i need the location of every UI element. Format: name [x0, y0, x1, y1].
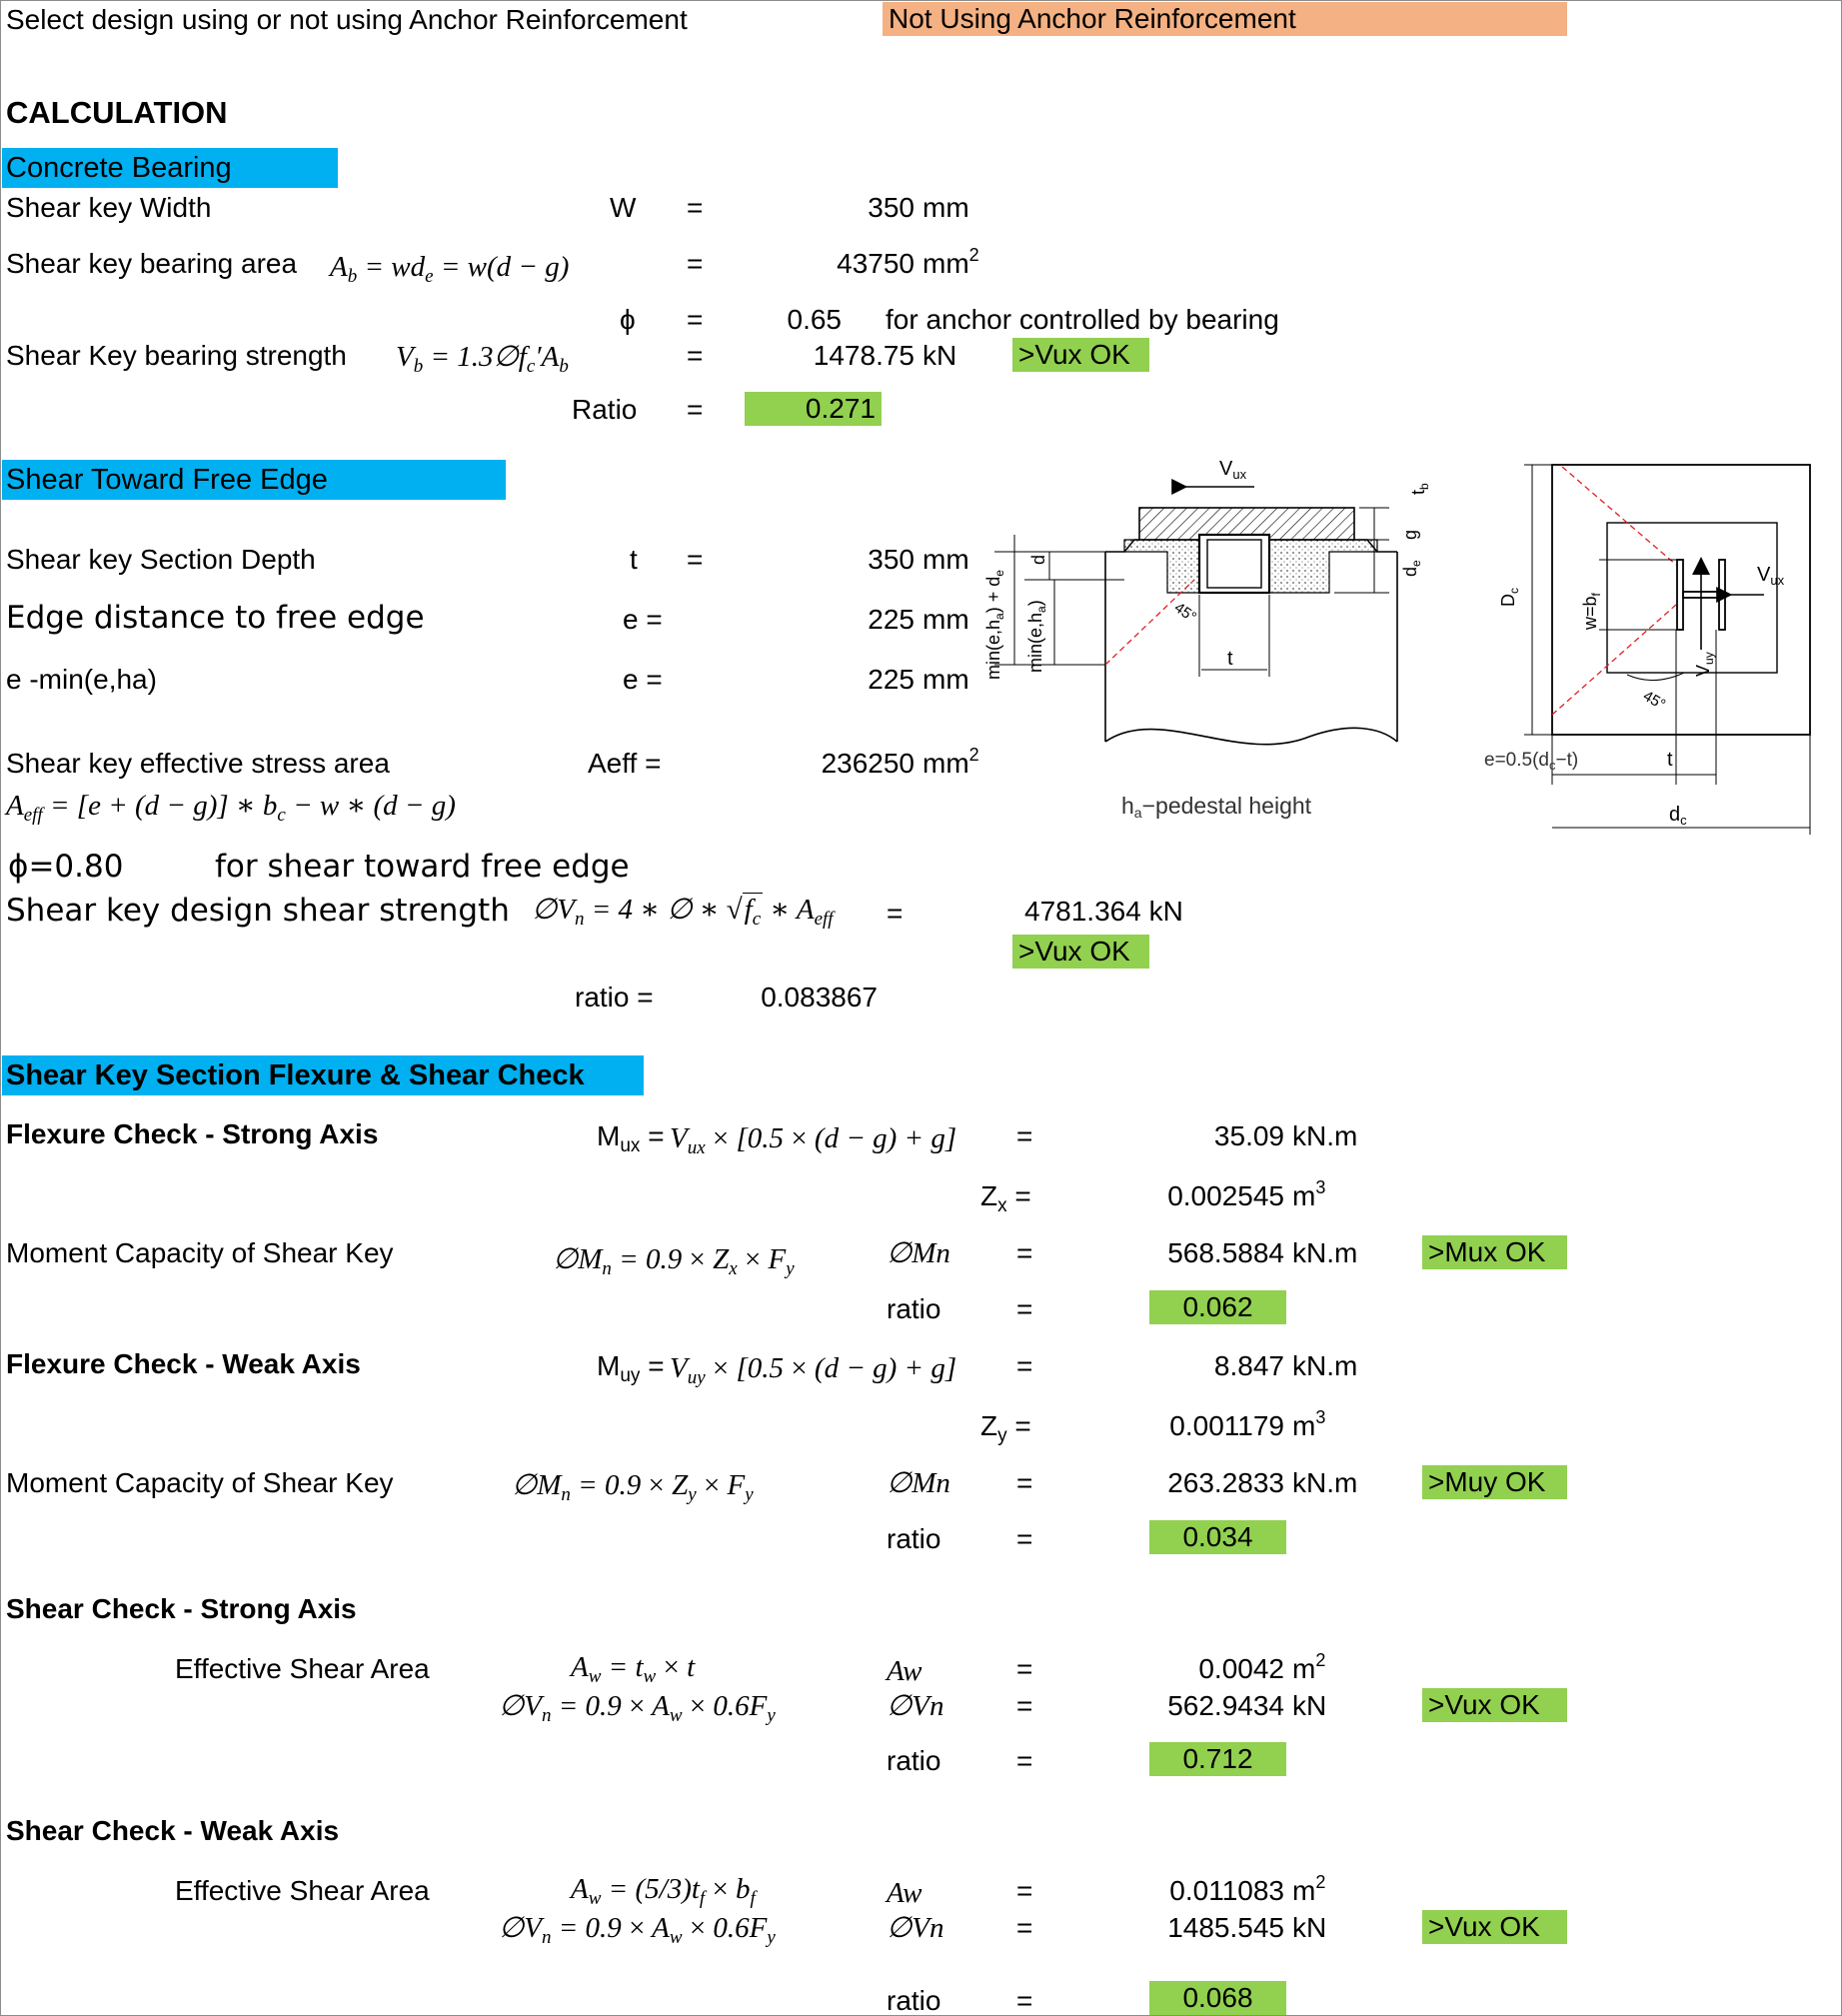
- diagram-dc-vertical: $D_c$: [1498, 588, 1521, 607]
- design-shear-strength-label: Shear key design shear strength: [6, 893, 510, 929]
- ratio-label: ratio: [887, 1985, 941, 2016]
- calculation-title: CALCULATION: [6, 95, 228, 130]
- mux-formula: $V_{ux} \times [0.5 \times (d - g) + g]$: [670, 1122, 957, 1158]
- mux-unit: kN.m: [1292, 1120, 1358, 1151]
- aw-symbol: Aw: [887, 1877, 922, 1909]
- bearing-strength-unit: kN: [922, 340, 957, 371]
- section-flexure-shear-check: Shear Key Section Flexure & Shear Check: [2, 1055, 644, 1095]
- moment-capacity-weak-label: Moment Capacity of Shear Key: [6, 1467, 394, 1498]
- equals-sign: =: [1016, 1120, 1033, 1151]
- diagram-t-label: t: [1227, 648, 1233, 670]
- edge-distance-label: Edge distance to free edge: [6, 600, 425, 636]
- design-shear-strength-formula: $\emptyset V_n = 4$ ∗ ∅ ∗ $√f_c$ ∗ $A_{eff}$: [532, 894, 834, 930]
- bearing-ratio-value: 0.271: [745, 392, 882, 426]
- vn-strong-unit: kN: [1292, 1690, 1327, 1721]
- emin-label: e -min(e,ha): [6, 664, 157, 695]
- equals-sign: =: [687, 192, 704, 223]
- zy-value: 0.001179: [1169, 1410, 1284, 1441]
- bearing-area-label: Shear key bearing area: [6, 248, 298, 279]
- shear-key-width-unit: mm: [922, 192, 969, 223]
- equals-sign: =: [1016, 1690, 1033, 1721]
- design-shear-strength-value: 4781.364 kN: [1024, 896, 1183, 927]
- zx-value: 0.002545: [1167, 1180, 1284, 1211]
- emin-unit: mm: [922, 664, 969, 695]
- aw-strong-unit: $m^2$: [1292, 1650, 1326, 1684]
- bearing-ratio-label: Ratio: [572, 394, 638, 425]
- ratio-label: ratio: [887, 1745, 941, 1776]
- phi-mn-symbol: ∅Mn: [887, 1237, 950, 1269]
- free-edge-ratio-label: ratio =: [575, 982, 654, 1012]
- vn-weak-status: >Vux OK: [1422, 1910, 1567, 1944]
- ratio-strong-flexure: 0.062: [1149, 1290, 1286, 1324]
- phi-vn-symbol: ∅Vn: [887, 1690, 944, 1722]
- shear-key-width-value: 350: [868, 192, 915, 223]
- aeff-label: Shear key effective stress area: [6, 748, 390, 779]
- mn-weak-formula: $\emptyset M_n = 0.9 \times Z_y \times F_y$: [512, 1469, 754, 1505]
- ratio-label: ratio: [887, 1293, 941, 1324]
- aw-weak-formula: $A_w = (5/3)t_f \times b_f$: [571, 1873, 756, 1909]
- diagram-right-t-label: t: [1667, 749, 1673, 771]
- section-depth-label: Shear key Section Depth: [6, 544, 316, 575]
- aeff-value: 236250: [821, 748, 915, 779]
- diagram-d-label: d: [1028, 554, 1048, 565]
- mn-strong-formula: $\emptyset M_n = 0.9 \times Z_x \times F_y$: [553, 1243, 795, 1279]
- muy-label: $M_{uy}$ =: [597, 1350, 665, 1386]
- aeff-symbol: Aeff =: [588, 748, 662, 779]
- anchor-select-label: Select design using or not using Anchor Reinforcement: [6, 4, 688, 35]
- bearing-strength-status: >Vux OK: [1012, 338, 1149, 372]
- aw-weak-value: 0.011083: [1169, 1875, 1284, 1906]
- zx-label: $Z_x$ =: [980, 1180, 1031, 1216]
- equals-sign: =: [1016, 1912, 1033, 1943]
- diagram-angle-45: 45°: [1170, 599, 1200, 627]
- shear-key-section-diagram: [979, 455, 1431, 825]
- muy-value: 8.847: [1213, 1350, 1284, 1381]
- vn-strong-status: >Vux OK: [1422, 1688, 1567, 1722]
- diagram-tb-label: $t_b$: [1408, 483, 1431, 495]
- design-shear-strength-status: >Vux OK: [1012, 935, 1149, 969]
- zy-label: $Z_y$ =: [980, 1410, 1031, 1446]
- free-edge-phi-note: for shear toward free edge: [215, 849, 630, 885]
- diagram-min-e-de: $\min(e,h_a) + d_e$: [983, 570, 1006, 680]
- aw-strong-formula: $A_w = t_w \times t$: [571, 1651, 696, 1687]
- diagram-vuy-label: $V_{uy}$: [1693, 652, 1716, 677]
- diagram-right-angle-45: 45°: [1640, 687, 1669, 714]
- diagram-right-vux-label: $V_{ux}$: [1757, 564, 1785, 588]
- aw-weak-unit: $m^2$: [1292, 1872, 1326, 1906]
- ratio-weak-shear: 0.068: [1149, 1981, 1286, 2015]
- equals-sign: =: [687, 248, 704, 279]
- muy-unit: kN.m: [1292, 1350, 1358, 1381]
- mn-strong-unit: kN.m: [1292, 1237, 1358, 1268]
- edge-distance-value: 225: [868, 604, 915, 635]
- vn-strong-formula: $\emptyset V_n = 0.9 \times A_w \times 0.6F_y$: [499, 1690, 776, 1726]
- mn-strong-status: >Mux OK: [1422, 1235, 1567, 1269]
- edge-distance-symbol: e =: [623, 604, 663, 635]
- equals-sign: =: [687, 394, 704, 425]
- equals-sign: =: [1016, 1653, 1033, 1684]
- mux-value: 35.09: [1213, 1120, 1284, 1151]
- anchor-select-value[interactable]: Not Using Anchor Reinforcement: [883, 2, 1567, 36]
- shear-key-width-label: Shear key Width: [6, 192, 212, 223]
- equals-sign: =: [1016, 1237, 1033, 1268]
- shear-key-width-symbol: W: [610, 192, 637, 223]
- diagram-g-label: g: [1400, 529, 1420, 540]
- bearing-area-value: 43750: [837, 248, 915, 279]
- equals-sign: =: [1016, 1467, 1033, 1498]
- phi-mn-symbol: ∅Mn: [887, 1467, 950, 1499]
- equals-sign: =: [1016, 1985, 1033, 2016]
- ratio-strong-shear: 0.712: [1149, 1742, 1286, 1776]
- equals-sign: =: [1016, 1293, 1033, 1324]
- free-edge-ratio-value: 0.083867: [761, 982, 878, 1012]
- zx-unit: $m^3$: [1292, 1177, 1326, 1211]
- diagram-vux-label: $V_{ux}$: [1219, 458, 1247, 482]
- mux-label: $M_{ux}$ =: [597, 1120, 665, 1156]
- diagram-dc-label: $d_c$: [1669, 804, 1687, 828]
- bearing-strength-value: 1478.75: [813, 340, 915, 371]
- moment-capacity-strong-label: Moment Capacity of Shear Key: [6, 1237, 394, 1268]
- shear-key-plan-diagram: [1424, 455, 1824, 850]
- equals-sign: =: [1016, 1875, 1033, 1906]
- section-depth-unit: mm: [922, 544, 969, 575]
- vn-weak-value: 1485.545: [1167, 1912, 1284, 1943]
- bearing-phi-note: for anchor controlled by bearing: [886, 304, 1279, 335]
- flexure-strong-title: Flexure Check - Strong Axis: [6, 1118, 379, 1149]
- bearing-strength-label: Shear Key bearing strength: [6, 340, 347, 371]
- effective-shear-area-strong-label: Effective Shear Area: [175, 1653, 430, 1684]
- edge-distance-unit: mm: [922, 604, 969, 635]
- equals-sign: =: [1016, 1350, 1033, 1381]
- ratio-label: ratio: [887, 1523, 941, 1554]
- section-depth-symbol: t: [630, 544, 638, 575]
- equals-sign: =: [1016, 1745, 1033, 1776]
- aw-strong-value: 0.0042: [1198, 1653, 1284, 1684]
- mn-weak-status: >Muy OK: [1422, 1465, 1567, 1499]
- aeff-unit: $mm^2$: [922, 745, 979, 779]
- emin-symbol: e =: [623, 664, 663, 695]
- effective-shear-area-weak-label: Effective Shear Area: [175, 1875, 430, 1906]
- mn-weak-value: 263.2833: [1167, 1467, 1284, 1498]
- vn-weak-unit: kN: [1292, 1912, 1327, 1943]
- bearing-area-formula: $A_b = wd_e = w(d - g)$: [330, 251, 570, 287]
- vn-strong-value: 562.9434: [1167, 1690, 1284, 1721]
- mn-weak-unit: kN.m: [1292, 1467, 1358, 1498]
- ratio-weak-flexure: 0.034: [1149, 1520, 1286, 1554]
- shear-strong-title: Shear Check - Strong Axis: [6, 1593, 357, 1624]
- flexure-weak-title: Flexure Check - Weak Axis: [6, 1348, 361, 1379]
- phi-vn-symbol: ∅Vn: [887, 1912, 944, 1944]
- diagram-w-bf-label: $w=b_f$: [1580, 593, 1603, 630]
- shear-weak-title: Shear Check - Weak Axis: [6, 1815, 340, 1846]
- emin-value: 225: [868, 664, 915, 695]
- equals-sign: =: [1016, 1523, 1033, 1554]
- diagram-min-e: $\min(e,h_a)$: [1025, 600, 1048, 673]
- bearing-area-unit: $mm^2$: [922, 245, 979, 279]
- phi-symbol: ϕ: [620, 304, 636, 335]
- zy-unit: $m^3$: [1292, 1407, 1326, 1441]
- equals-sign: =: [887, 898, 904, 929]
- section-concrete-bearing: Concrete Bearing: [2, 148, 338, 188]
- equals-sign: =: [687, 544, 704, 575]
- mn-strong-value: 568.5884: [1167, 1237, 1284, 1268]
- aw-symbol: Aw: [887, 1655, 922, 1687]
- diagram-de-label: $d_e$: [1400, 560, 1423, 577]
- free-edge-phi: ϕ=0.80: [8, 849, 124, 885]
- bearing-phi-value: 0.65: [787, 304, 842, 335]
- equals-sign: =: [687, 340, 704, 371]
- diagram-pedestal-caption: ha−pedestal height: [1121, 793, 1312, 821]
- muy-formula: $V_{uy} \times [0.5 \times (d - g) + g]$: [670, 1352, 957, 1388]
- diagram-e-formula: $e=0.5(d_c-t)$: [1484, 750, 1579, 773]
- bearing-strength-formula: $V_b$ = $1.3\emptyset f_c'A_b$: [396, 341, 569, 377]
- section-depth-value: 350: [868, 544, 915, 575]
- aeff-formula: $A_{eff} = [e + (d - g)]$ ∗ $b_c - w$ ∗ (d − g): [6, 790, 456, 826]
- equals-sign: =: [687, 304, 704, 335]
- section-shear-free-edge: Shear Toward Free Edge: [2, 460, 506, 500]
- vn-weak-formula: $\emptyset V_n = 0.9 \times A_w \times 0.6F_y$: [499, 1912, 776, 1948]
